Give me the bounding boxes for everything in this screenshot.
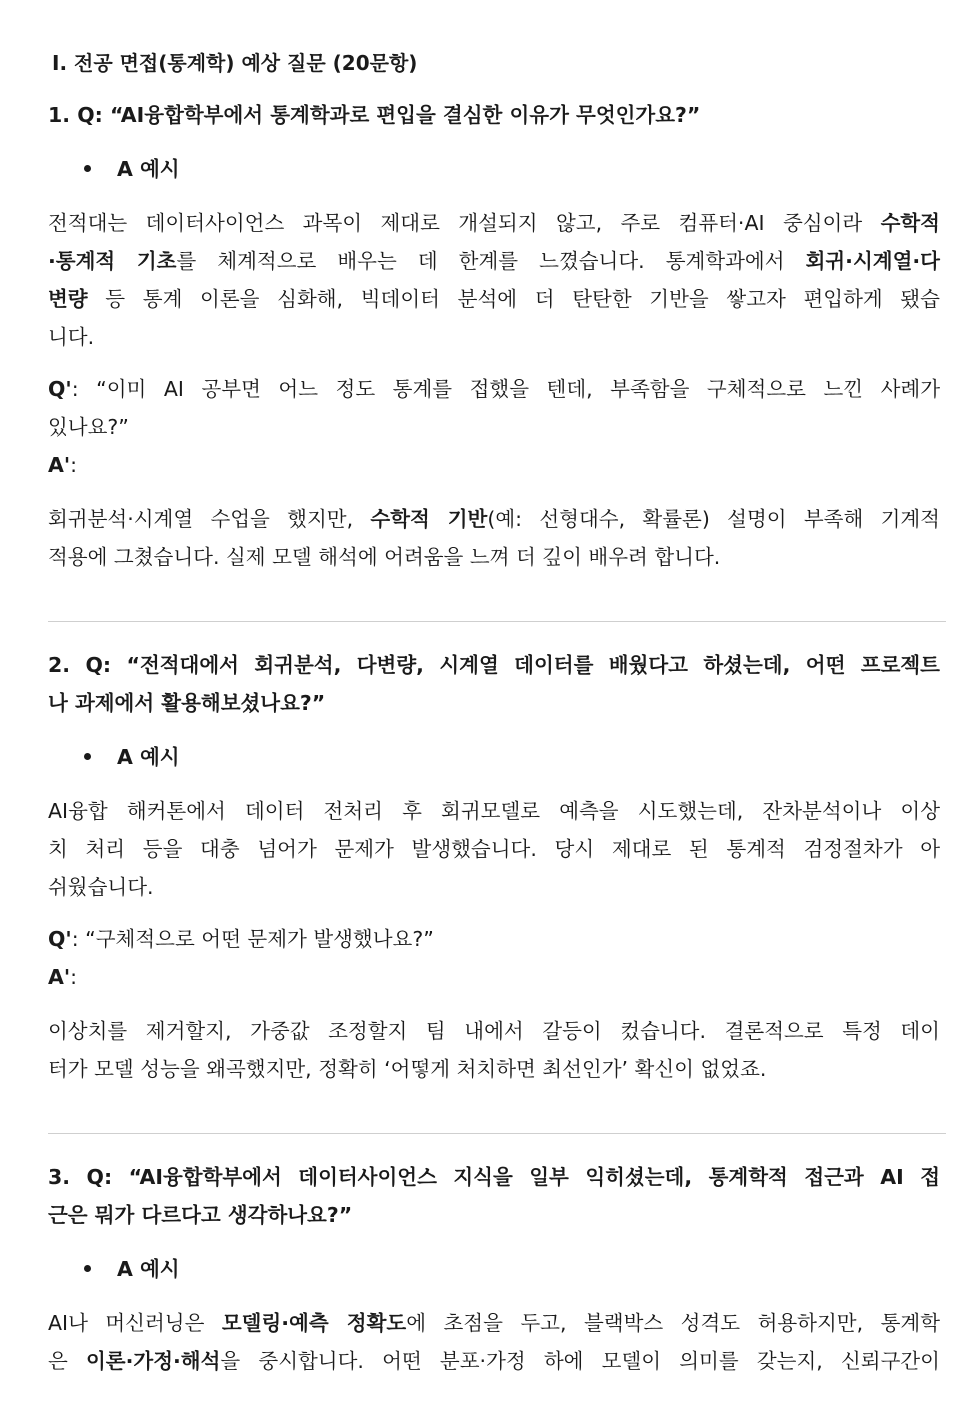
followup-answer-1-label bbox=[48, 450, 77, 480]
answer-bold-text: ·통계적 기초 bbox=[48, 249, 177, 273]
question-2-line-1: 2. Q: “전적대에서 회귀분석, 다변량, 시계열 데이터를 배웠다고 하셨는데, 어떤 프로젝트 bbox=[48, 653, 940, 677]
bullet-label: A 예시 bbox=[117, 1257, 180, 1281]
answer-3-line-1 bbox=[48, 1308, 940, 1338]
bullet-dot-icon bbox=[84, 753, 91, 760]
answer-2-line-2: 치 처리 등을 대충 넘어가 문제가 발생했습니다. 당시 제대로 된 통계적 검정절차가 아 bbox=[48, 837, 940, 861]
bullet-dot-icon bbox=[84, 1265, 91, 1272]
followup-question-1-line-1 bbox=[48, 374, 940, 404]
answer-bold-text: 변량 bbox=[48, 287, 88, 311]
followup-a-colon: : bbox=[70, 453, 78, 477]
question-2-line-2: 나 과제에서 활용해보셨나요?” bbox=[48, 691, 326, 715]
question-1: 1. Q: “AI융합학부에서 통계학과로 편입을 결심한 이유가 무엇인가요?” bbox=[48, 103, 701, 127]
followup-q-label: Q' bbox=[48, 377, 72, 401]
answer-text: 은 bbox=[48, 1349, 86, 1373]
answer-text: 등 통계 이론을 심화해, 빅데이터 분석에 더 탄탄한 기반을 쌓고자 편입하게 됐습 bbox=[87, 287, 940, 311]
answer-example-bullet-3 bbox=[84, 1254, 180, 1284]
followup-q-text: : “이미 AI 공부면 어느 정도 통계를 접했을 텐데, 부족함을 구체적으로 느낀 사례가 bbox=[71, 377, 940, 401]
followup-answer-2-label bbox=[48, 962, 77, 992]
answer-2-line-3: 쉬웠습니다. bbox=[48, 875, 154, 899]
answer-1-line-4: 니다. bbox=[48, 325, 95, 349]
question-3-line-2: 근은 뭐가 다르다고 생각하나요?” bbox=[48, 1203, 353, 1227]
answer-1-line-1 bbox=[48, 208, 940, 238]
followup-a-label: A' bbox=[48, 453, 71, 477]
followup-q-text: : “구체적으로 어떤 문제가 발생했나요?” bbox=[71, 927, 434, 951]
question-3-line-1: 3. Q: “AI융합학부에서 데이터사이언스 지식을 일부 익히셨는데, 통계학적 접근과 AI 접 bbox=[48, 1165, 940, 1189]
followup-answer-1-line-2: 적용에 그쳤습니다. 실제 모델 해석에 어려움을 느껴 더 깊이 배우려 합니다. bbox=[48, 545, 721, 569]
answer-text: 에 초점을 두고, 블랙박스 성격도 허용하지만, 통계학 bbox=[406, 1311, 940, 1335]
answer-3-line-2 bbox=[48, 1346, 940, 1376]
answer-bold-text: 회귀·시계열·다 bbox=[805, 249, 940, 273]
answer-text: 을 중시합니다. 어떤 분포·가정 하에 모델이 의미를 갖는지, 신뢰구간이 bbox=[220, 1349, 940, 1373]
answer-bold-text: 수학적 bbox=[880, 211, 940, 235]
answer-2-line-1: AI융합 해커톤에서 데이터 전처리 후 회귀모델로 예측을 시도했는데, 잔차분석이나 이상 bbox=[48, 799, 940, 823]
followup-question-1-line-2: 있나요?” bbox=[48, 415, 129, 439]
bullet-label: A 예시 bbox=[117, 745, 180, 769]
answer-example-bullet-2 bbox=[84, 742, 180, 772]
bullet-dot-icon bbox=[84, 165, 91, 172]
section-title: Ⅰ. 전공 면접(통계학) 예상 질문 (20문항) bbox=[52, 51, 418, 75]
answer-1-line-3 bbox=[48, 284, 940, 314]
followup-answer-2-line-1: 이상치를 제거할지, 가중값 조정할지 팀 내에서 갈등이 컸습니다. 결론적으로 특정 데이 bbox=[48, 1019, 940, 1043]
followup-a-colon: : bbox=[70, 965, 78, 989]
answer-text: 전적대는 데이터사이언스 과목이 제대로 개설되지 않고, 주로 컴퓨터·AI 중심이라 bbox=[48, 211, 881, 235]
answer-bold-text: 모델링·예측 정확도 bbox=[221, 1311, 407, 1335]
answer-text: 를 체계적으로 배우는 데 한계를 느꼈습니다. 통계학과에서 bbox=[176, 249, 806, 273]
followup-answer-1-line-1 bbox=[48, 504, 940, 534]
answer-1-line-2 bbox=[48, 246, 940, 276]
divider bbox=[48, 621, 946, 622]
followup-question-2 bbox=[48, 924, 434, 954]
answer-bold-text: 이론·가정·해석 bbox=[86, 1349, 221, 1373]
followup-answer-2-line-2: 터가 모델 성능을 왜곡했지만, 정확히 ‘어떻게 처치하면 최선인가’ 확신이 없었죠. bbox=[48, 1057, 767, 1081]
followup-q-label: Q' bbox=[48, 927, 72, 951]
answer-text: AI나 머신러닝은 bbox=[48, 1311, 222, 1335]
divider bbox=[48, 1133, 946, 1134]
followup-a-label: A' bbox=[48, 965, 71, 989]
answer-example-bullet-1 bbox=[84, 154, 180, 184]
answer-text: (예: 선형대수, 확률론) 설명이 부족해 기계적 bbox=[487, 507, 940, 531]
bullet-label: A 예시 bbox=[117, 157, 180, 181]
answer-bold-text: 수학적 기반 bbox=[370, 507, 488, 531]
answer-text: 회귀분석·시계열 수업을 했지만, bbox=[48, 507, 371, 531]
